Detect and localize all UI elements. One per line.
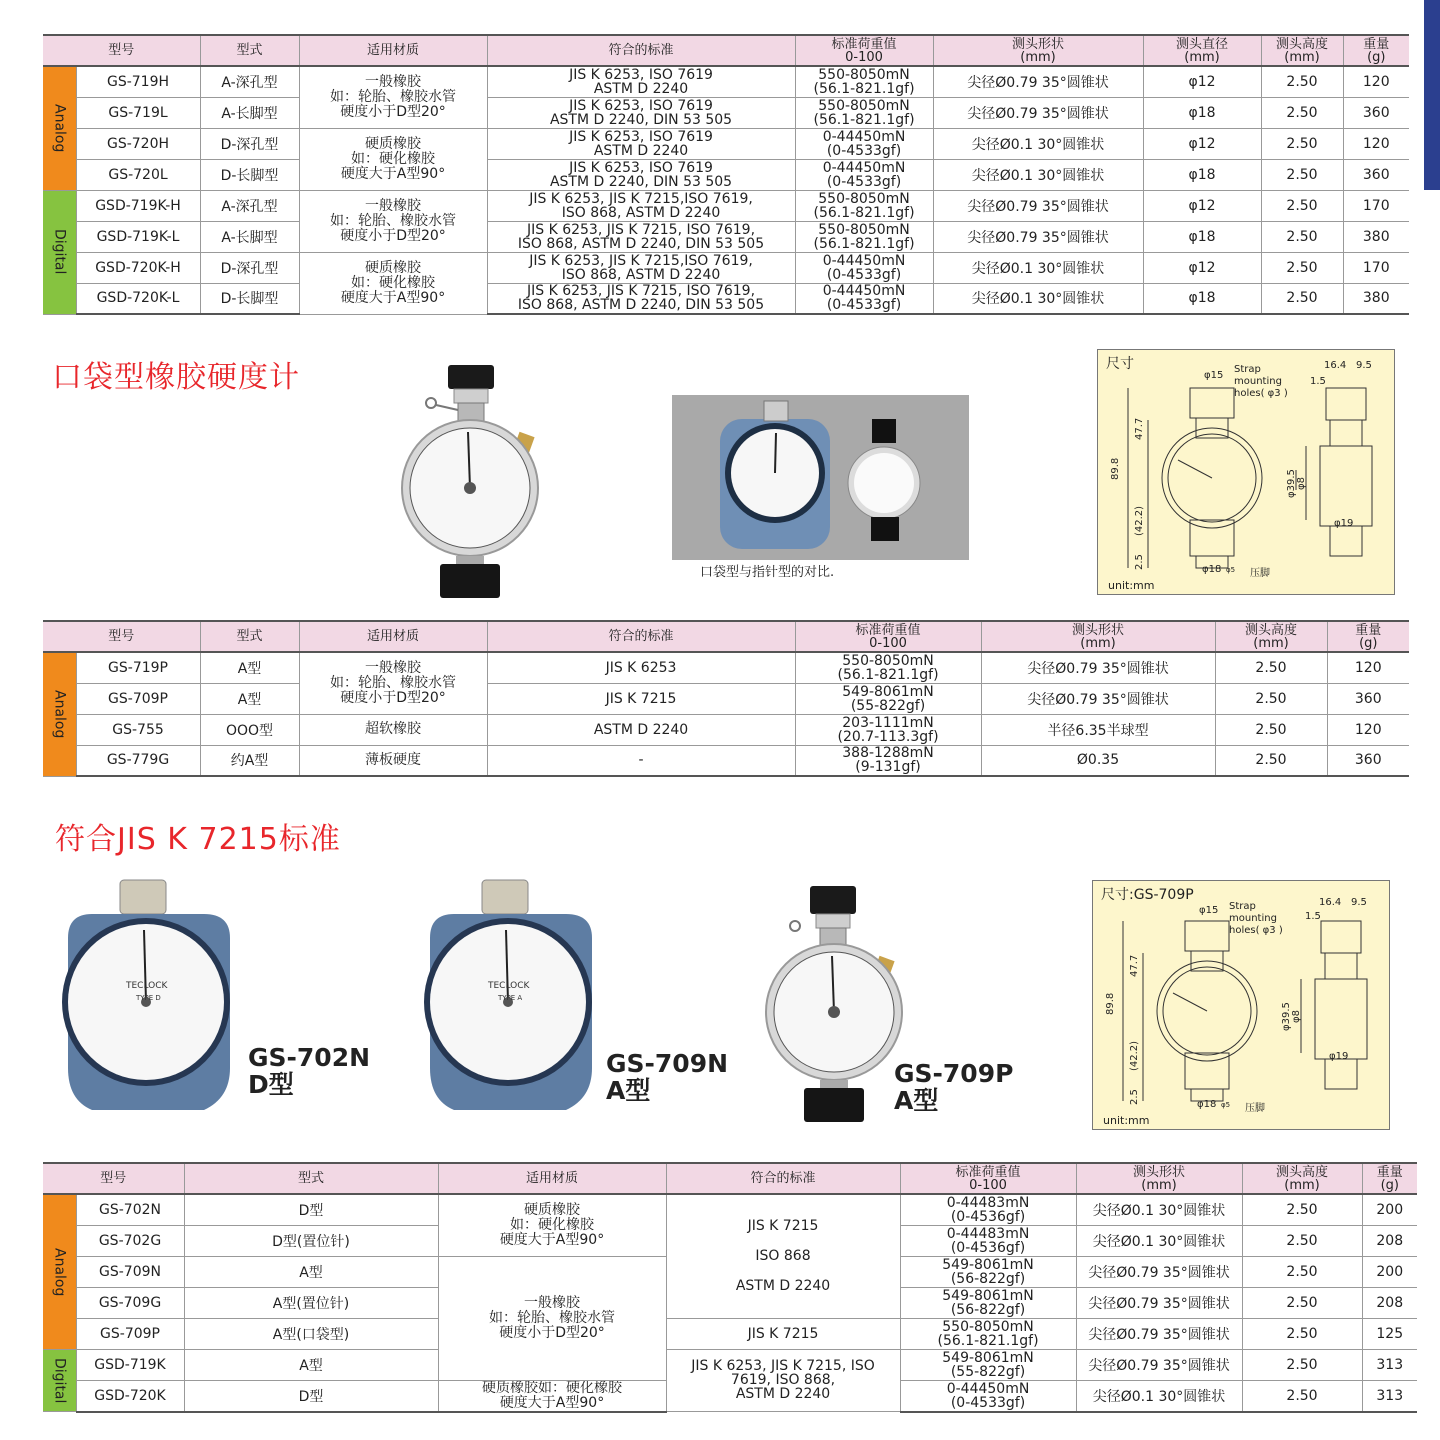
dimension-title: 尺寸 xyxy=(1106,356,1134,372)
svg-text:1.5: 1.5 xyxy=(1310,376,1326,387)
header-height: 测头高度 (mm) xyxy=(1261,35,1343,66)
shape-cell: 尖径Ø0.1 30°圆锥状 xyxy=(1076,1380,1242,1412)
shape-cell: 尖径Ø0.1 30°圆锥状 xyxy=(933,252,1143,283)
height-cell: 2.50 xyxy=(1261,66,1343,97)
svg-text:47.7: 47.7 xyxy=(1134,417,1145,440)
svg-text:φ8: φ8 xyxy=(1296,477,1307,490)
height-cell: 2.50 xyxy=(1242,1318,1362,1349)
gs702n-label: GS-702N D型 xyxy=(248,1043,371,1099)
material-cell: 一般橡胶 如：轮胎、橡胶水管 硬度小于D型20° xyxy=(299,66,487,128)
svg-text:2.5: 2.5 xyxy=(1134,554,1145,570)
load-cell: 550-8050mN (56.1-821.1gf) xyxy=(795,652,981,683)
dimension-title: 尺寸:GS-709P xyxy=(1101,887,1194,903)
type-cell: OOO型 xyxy=(200,714,299,745)
material-cell: 硬质橡胶 如：硬化橡胶 硬度大于A型90° xyxy=(299,252,487,314)
table-row xyxy=(43,159,1409,190)
material-cell: 一般橡胶 如：轮胎、橡胶水管 硬度小于D型20° xyxy=(438,1256,666,1380)
diameter-cell: φ18 xyxy=(1143,283,1261,314)
section-title-pocket: 口袋型橡胶硬度计 xyxy=(52,360,300,395)
standard-cell: - xyxy=(487,745,795,776)
shape-cell: 尖径Ø0.79 35°圆锥状 xyxy=(1076,1318,1242,1349)
svg-text:(42.2): (42.2) xyxy=(1134,505,1145,536)
weight-cell: 208 xyxy=(1362,1287,1417,1318)
gs702n-photo xyxy=(58,878,238,1120)
header-height: 测头高度 (mm) xyxy=(1215,621,1327,652)
header-weight: 重量 (g) xyxy=(1327,621,1409,652)
spec-table-1 xyxy=(43,34,1409,315)
header-weight: 重量 (g) xyxy=(1362,1163,1417,1194)
weight-cell: 208 xyxy=(1362,1225,1417,1256)
standard-cell: JIS K 6253, ISO 7619 ASTM D 2240, DIN 53 505 xyxy=(487,159,795,190)
svg-text:压脚: 压脚 xyxy=(1250,568,1270,579)
shape-cell: 尖径Ø0.79 35°圆锥状 xyxy=(933,190,1143,221)
height-cell: 2.50 xyxy=(1242,1380,1362,1412)
load-cell: 0-44483mN (0-4536gf) xyxy=(900,1194,1076,1225)
height-cell: 2.50 xyxy=(1242,1349,1362,1380)
dimension-drawing-lines xyxy=(1098,350,1396,596)
type-cell: D型 xyxy=(184,1380,438,1412)
shape-cell: 尖径Ø0.79 35°圆锥状 xyxy=(1076,1349,1242,1380)
spec-table-2 xyxy=(43,620,1409,777)
table-row xyxy=(43,190,1409,221)
svg-text:φ18: φ18 xyxy=(1202,564,1222,575)
svg-text:89.8: 89.8 xyxy=(1110,457,1121,480)
header-standard: 符合的标准 xyxy=(666,1163,900,1194)
svg-text:压脚: 压脚 xyxy=(1245,1103,1265,1114)
shape-cell: 尖径Ø0.79 35°圆锥状 xyxy=(933,221,1143,252)
shape-cell: 尖径Ø0.79 35°圆锥状 xyxy=(981,652,1215,683)
table-row xyxy=(43,652,1409,683)
model-cell: GS-709G xyxy=(76,1287,184,1318)
comparison-caption: 口袋型与指针型的对比. xyxy=(700,565,835,580)
svg-text:φ15: φ15 xyxy=(1204,370,1224,381)
shape-cell: Ø0.35 xyxy=(981,745,1215,776)
height-cell: 2.50 xyxy=(1242,1256,1362,1287)
svg-text:9.5: 9.5 xyxy=(1356,360,1372,371)
header-model: 型号 xyxy=(43,1163,184,1194)
svg-text:89.8: 89.8 xyxy=(1105,992,1116,1015)
type-cell: D型(置位针) xyxy=(184,1225,438,1256)
diameter-cell: φ12 xyxy=(1143,128,1261,159)
svg-text:φ15: φ15 xyxy=(1199,905,1219,916)
height-cell: 2.50 xyxy=(1242,1287,1362,1318)
standard-cell: JIS K 6253, JIS K 7215, ISO 7619, ISO 868, ASTM D 2240, DIN 53 505 xyxy=(487,283,795,314)
pocket-durometer-photo xyxy=(398,360,548,600)
height-cell: 2.50 xyxy=(1261,221,1343,252)
standard-cell: JIS K 7215 ISO 868 ASTM D 2240 xyxy=(666,1194,900,1318)
weight-cell: 120 xyxy=(1327,652,1409,683)
table-row xyxy=(43,714,1409,745)
standard-cell: JIS K 6253, ISO 7619 ASTM D 2240, DIN 53 505 xyxy=(487,97,795,128)
height-cell: 2.50 xyxy=(1215,714,1327,745)
table-row xyxy=(43,128,1409,159)
model-cell: GS-719H xyxy=(76,66,200,97)
gs709p-label: GS-709P A型 xyxy=(894,1059,1014,1115)
svg-text:φ18: φ18 xyxy=(1197,1099,1217,1110)
svg-text:mounting: mounting xyxy=(1234,376,1282,387)
load-cell: 550-8050mN (56.1-821.1gf) xyxy=(795,97,933,128)
material-cell: 硬质橡胶如：硬化橡胶 硬度大于A型90° xyxy=(438,1380,666,1412)
type-cell: A-长脚型 xyxy=(200,221,299,252)
material-cell: 薄板硬度 xyxy=(299,745,487,776)
svg-text:holes( φ3 ): holes( φ3 ) xyxy=(1229,925,1283,936)
weight-cell: 200 xyxy=(1362,1194,1417,1225)
standard-cell: JIS K 6253, JIS K 7215, ISO 7619, ISO 868, ASTM D 2240 xyxy=(666,1349,900,1412)
svg-text:φ19: φ19 xyxy=(1334,518,1354,529)
table-row xyxy=(43,97,1409,128)
load-cell: 549-8061mN (56-822gf) xyxy=(900,1256,1076,1287)
header-standard: 符合的标准 xyxy=(487,35,795,66)
standard-cell: JIS K 6253, JIS K 7215,ISO 7619, ISO 868, ASTM D 2240 xyxy=(487,252,795,283)
type-cell: D-长脚型 xyxy=(200,159,299,190)
model-cell: GSD-719K-L xyxy=(76,221,200,252)
standard-cell: JIS K 6253 xyxy=(487,652,795,683)
svg-text:φ39.5: φ39.5 xyxy=(1286,469,1297,498)
table-row xyxy=(43,66,1409,97)
svg-text:1.5: 1.5 xyxy=(1305,911,1321,922)
svg-text:TECLOCK: TECLOCK xyxy=(488,981,530,991)
weight-cell: 380 xyxy=(1343,221,1409,252)
category-label: Digital xyxy=(43,1349,76,1412)
height-cell: 2.50 xyxy=(1261,283,1343,314)
model-cell: GSD-720K-L xyxy=(76,283,200,314)
load-cell: 549-8061mN (55-822gf) xyxy=(900,1349,1076,1380)
svg-text:Strap: Strap xyxy=(1234,364,1261,375)
dimension-unit: unit:mm xyxy=(1108,579,1155,592)
type-cell: A型 xyxy=(200,652,299,683)
type-cell: D型 xyxy=(184,1194,438,1225)
standard-cell: JIS K 6253, ISO 7619 ASTM D 2240 xyxy=(487,66,795,97)
material-cell: 一般橡胶 如：轮胎、橡胶水管 硬度小于D型20° xyxy=(299,190,487,252)
material-cell: 硬质橡胶 如：硬化橡胶 硬度大于A型90° xyxy=(438,1194,666,1256)
comparison-photo xyxy=(672,395,969,560)
type-cell: A型 xyxy=(200,683,299,714)
load-cell: 550-8050mN (56.1-821.1gf) xyxy=(900,1318,1076,1349)
standard-cell: JIS K 6253, JIS K 7215, ISO 7619, ISO 868, ASTM D 2240, DIN 53 505 xyxy=(487,221,795,252)
weight-cell: 170 xyxy=(1343,252,1409,283)
model-cell: GS-719L xyxy=(76,97,200,128)
header-weight: 重量 (g) xyxy=(1343,35,1409,66)
svg-text:47.7: 47.7 xyxy=(1129,954,1140,977)
svg-text:TECLOCK: TECLOCK xyxy=(126,981,168,991)
model-cell: GS-709N xyxy=(76,1256,184,1287)
model-cell: GS-779G xyxy=(76,745,200,776)
load-cell: 0-44450mN (0-4533gf) xyxy=(795,252,933,283)
shape-cell: 尖径Ø0.79 35°圆锥状 xyxy=(1076,1287,1242,1318)
svg-text:(42.2): (42.2) xyxy=(1129,1040,1140,1071)
weight-cell: 360 xyxy=(1327,683,1409,714)
load-cell: 0-44450mN (0-4533gf) xyxy=(900,1380,1076,1412)
shape-cell: 半径6.35半球型 xyxy=(981,714,1215,745)
shape-cell: 尖径Ø0.1 30°圆锥状 xyxy=(933,128,1143,159)
category-label: Analog xyxy=(43,1194,76,1349)
type-cell: A-长脚型 xyxy=(200,97,299,128)
table-row xyxy=(43,1318,1417,1349)
svg-text:9.5: 9.5 xyxy=(1351,897,1367,908)
weight-cell: 360 xyxy=(1327,745,1409,776)
load-cell: 0-44483mN (0-4536gf) xyxy=(900,1225,1076,1256)
header-type: 型式 xyxy=(200,35,299,66)
model-cell: GSD-719K-H xyxy=(76,190,200,221)
table-row xyxy=(43,1194,1417,1225)
dimension-unit: unit:mm xyxy=(1103,1114,1150,1127)
shape-cell: 尖径Ø0.79 35°圆锥状 xyxy=(933,97,1143,128)
gs709n-photo xyxy=(420,878,600,1120)
dimension-drawing-lines xyxy=(1093,881,1391,1131)
model-cell: GS-702N xyxy=(76,1194,184,1225)
standard-cell: JIS K 7215 xyxy=(666,1318,900,1349)
svg-text:TYPE A: TYPE A xyxy=(498,994,523,1002)
load-cell: 0-44450mN (0-4533gf) xyxy=(795,128,933,159)
model-cell: GS-720H xyxy=(76,128,200,159)
model-cell: GS-755 xyxy=(76,714,200,745)
model-cell: GS-719P xyxy=(76,652,200,683)
weight-cell: 170 xyxy=(1343,190,1409,221)
header-material: 适用材质 xyxy=(438,1163,666,1194)
header-standard: 符合的标准 xyxy=(487,621,795,652)
weight-cell: 313 xyxy=(1362,1380,1417,1412)
load-cell: 550-8050mN (56.1-821.1gf) xyxy=(795,221,933,252)
diameter-cell: φ12 xyxy=(1143,252,1261,283)
weight-cell: 200 xyxy=(1362,1256,1417,1287)
category-label: Analog xyxy=(43,652,76,776)
model-cell: GSD-720K xyxy=(76,1380,184,1412)
dimension-drawing-pocket xyxy=(1097,349,1395,595)
load-cell: 550-8050mN (56.1-821.1gf) xyxy=(795,190,933,221)
header-load: 标准荷重值 0-100 xyxy=(900,1163,1076,1194)
load-cell: 203-1111mN (20.7-113.3gf) xyxy=(795,714,981,745)
svg-text:φ39.5: φ39.5 xyxy=(1281,1002,1292,1031)
load-cell: 549-8061mN (56-822gf) xyxy=(900,1287,1076,1318)
header-shape: 测头形状 (mm) xyxy=(933,35,1143,66)
type-cell: A型(口袋型) xyxy=(184,1318,438,1349)
type-cell: A型 xyxy=(184,1256,438,1287)
svg-text:16.4: 16.4 xyxy=(1324,360,1347,371)
table-row xyxy=(43,221,1409,252)
table-row xyxy=(43,745,1409,776)
model-cell: GS-709P xyxy=(76,1318,184,1349)
svg-text:φ5: φ5 xyxy=(1221,1101,1231,1109)
section-title-jis7215: 符合JIS K 7215标准 xyxy=(55,822,341,857)
model-cell: GS-709P xyxy=(76,683,200,714)
weight-cell: 360 xyxy=(1343,159,1409,190)
load-cell: 0-44450mN (0-4533gf) xyxy=(795,283,933,314)
weight-cell: 380 xyxy=(1343,283,1409,314)
header-material: 适用材质 xyxy=(299,35,487,66)
shape-cell: 尖径Ø0.79 35°圆锥状 xyxy=(1076,1256,1242,1287)
header-type: 型式 xyxy=(200,621,299,652)
svg-text:φ5: φ5 xyxy=(1226,566,1236,574)
header-load: 标准荷重值 0-100 xyxy=(795,35,933,66)
table-row xyxy=(43,283,1409,314)
shape-cell: 尖径Ø0.79 35°圆锥状 xyxy=(933,66,1143,97)
type-cell: A-深孔型 xyxy=(200,66,299,97)
diameter-cell: φ12 xyxy=(1143,66,1261,97)
model-cell: GSD-720K-H xyxy=(76,252,200,283)
height-cell: 2.50 xyxy=(1261,252,1343,283)
table-row xyxy=(43,252,1409,283)
header-height: 测头高度 (mm) xyxy=(1242,1163,1362,1194)
category-label: Digital xyxy=(43,190,76,314)
svg-text:φ8: φ8 xyxy=(1291,1010,1302,1023)
spec-table-3 xyxy=(43,1162,1417,1413)
shape-cell: 尖径Ø0.79 35°圆锥状 xyxy=(981,683,1215,714)
model-cell: GS-702G xyxy=(76,1225,184,1256)
type-cell: D-长脚型 xyxy=(200,283,299,314)
shape-cell: 尖径Ø0.1 30°圆锥状 xyxy=(933,159,1143,190)
standard-cell: JIS K 7215 xyxy=(487,683,795,714)
material-cell: 超软橡胶 xyxy=(299,714,487,745)
weight-cell: 125 xyxy=(1362,1318,1417,1349)
diameter-cell: φ18 xyxy=(1143,97,1261,128)
height-cell: 2.50 xyxy=(1261,190,1343,221)
shape-cell: 尖径Ø0.1 30°圆锥状 xyxy=(1076,1194,1242,1225)
svg-text:TYPE D: TYPE D xyxy=(136,994,161,1002)
svg-text:2.5: 2.5 xyxy=(1129,1089,1140,1105)
height-cell: 2.50 xyxy=(1215,652,1327,683)
shape-cell: 尖径Ø0.1 30°圆锥状 xyxy=(1076,1225,1242,1256)
weight-cell: 360 xyxy=(1343,97,1409,128)
height-cell: 2.50 xyxy=(1261,97,1343,128)
weight-cell: 120 xyxy=(1327,714,1409,745)
gs709n-label: GS-709N A型 xyxy=(606,1049,729,1105)
svg-text:16.4: 16.4 xyxy=(1319,897,1342,908)
type-cell: D-深孔型 xyxy=(200,128,299,159)
diameter-cell: φ12 xyxy=(1143,190,1261,221)
shape-cell: 尖径Ø0.1 30°圆锥状 xyxy=(933,283,1143,314)
weight-cell: 120 xyxy=(1343,66,1409,97)
height-cell: 2.50 xyxy=(1261,128,1343,159)
side-accent-bar xyxy=(1424,0,1440,190)
height-cell: 2.50 xyxy=(1215,745,1327,776)
header-model: 型号 xyxy=(43,35,200,66)
type-cell: A型 xyxy=(184,1349,438,1380)
height-cell: 2.50 xyxy=(1242,1225,1362,1256)
standard-cell: JIS K 6253, JIS K 7215,ISO 7619, ISO 868, ASTM D 2240 xyxy=(487,190,795,221)
model-cell: GSD-719K xyxy=(76,1349,184,1380)
material-cell: 一般橡胶 如：轮胎、橡胶水管 硬度小于D型20° xyxy=(299,652,487,714)
standard-cell: JIS K 6253, ISO 7619 ASTM D 2240 xyxy=(487,128,795,159)
diameter-cell: φ18 xyxy=(1143,159,1261,190)
type-cell: A-深孔型 xyxy=(200,190,299,221)
type-cell: 约A型 xyxy=(200,745,299,776)
category-label: Analog xyxy=(43,66,76,190)
table-row xyxy=(43,683,1409,714)
type-cell: D-深孔型 xyxy=(200,252,299,283)
header-diameter: 测头直径 (mm) xyxy=(1143,35,1261,66)
height-cell: 2.50 xyxy=(1242,1194,1362,1225)
load-cell: 550-8050mN (56.1-821.1gf) xyxy=(795,66,933,97)
header-material: 适用材质 xyxy=(299,621,487,652)
load-cell: 549-8061mN (55-822gf) xyxy=(795,683,981,714)
model-cell: GS-720L xyxy=(76,159,200,190)
svg-text:holes( φ3 ): holes( φ3 ) xyxy=(1234,388,1288,399)
header-type: 型式 xyxy=(184,1163,438,1194)
height-cell: 2.50 xyxy=(1261,159,1343,190)
svg-text:Strap: Strap xyxy=(1229,901,1256,912)
header-shape: 测头形状 (mm) xyxy=(1076,1163,1242,1194)
height-cell: 2.50 xyxy=(1215,683,1327,714)
material-cell: 硬质橡胶 如：硬化橡胶 硬度大于A型90° xyxy=(299,128,487,190)
standard-cell: ASTM D 2240 xyxy=(487,714,795,745)
svg-text:φ19: φ19 xyxy=(1329,1051,1349,1062)
header-load: 标准荷重值 0-100 xyxy=(795,621,981,652)
weight-cell: 313 xyxy=(1362,1349,1417,1380)
load-cell: 388-1288mN (9-131gf) xyxy=(795,745,981,776)
header-shape: 测头形状 (mm) xyxy=(981,621,1215,652)
type-cell: A型(置位针) xyxy=(184,1287,438,1318)
header-model: 型号 xyxy=(43,621,200,652)
svg-text:mounting: mounting xyxy=(1229,913,1277,924)
weight-cell: 120 xyxy=(1343,128,1409,159)
dimension-drawing-gs709p xyxy=(1092,880,1390,1130)
gs709p-photo xyxy=(762,884,912,1128)
table-row xyxy=(43,1349,1417,1380)
load-cell: 0-44450mN (0-4533gf) xyxy=(795,159,933,190)
diameter-cell: φ18 xyxy=(1143,221,1261,252)
